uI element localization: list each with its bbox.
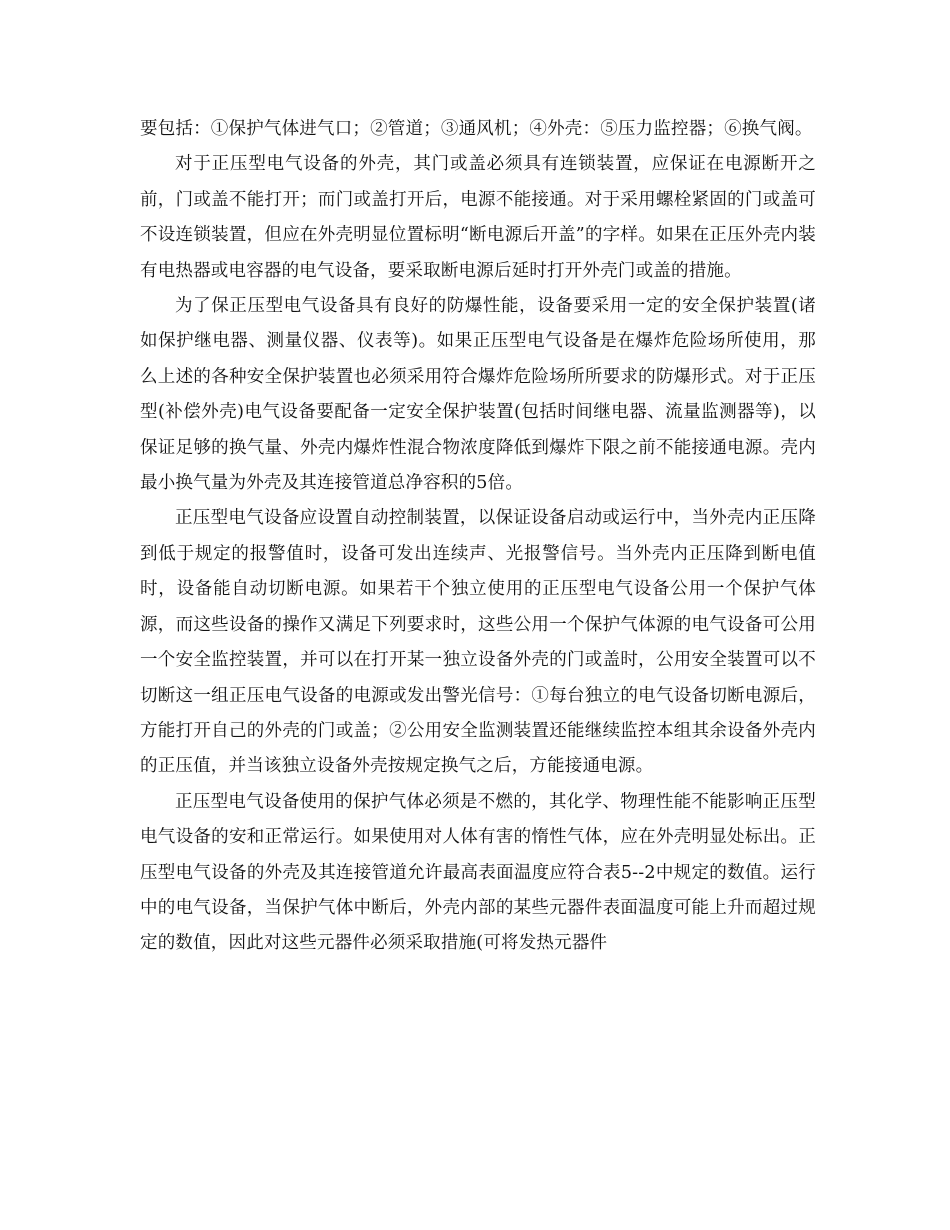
paragraph-safety-protection: 为了保正压型电气设备具有良好的防爆性能，设备要采用一定的安全保护装置(诸如保护继电器、测量仪器、仪表等)。如果正压型电气设备是在爆炸危险场所使用，那么上述的各种安全保护装置也必须采用符合爆炸危险场所所要求的防爆形式。对于正压型(补偿外壳)电气设备要配备一定安全保护装置(包括时间继电器、流量监测器等)，以保证足够的换气量、外壳内爆炸性混合物浓度降低到爆炸下限之前不能接通电源。壳内最小换气量为外壳及其连接管道总净容积的5倍。 — [140, 296, 816, 494]
paragraph-protective-gas: 正压型电气设备使用的保护气体必须是不燃的，其化学、物理性能不能影响正压型电气设备的安和正常运行。如果使用对人体有害的惰性气体，应在外壳明显处标出。正压型电气设备的外壳及其连接管道允许最高表面温度应符合表5--2中规定的数值。运行中的电气设备，当保护气体中断后，外壳内部的某些元器件表面温度可能上升而超过规定的数值，因此对这些元器件必须采取措施(可将发热元器件 — [140, 791, 816, 954]
paragraph-enclosure-interlock: 对于正压型电气设备的外壳，其门或盖必须具有连锁装置，应保证在电源断开之前，门或盖不能打开；而门或盖打开后，电源不能接通。对于采用螺栓紧固的门或盖可不设连锁装置，但应在外壳明显位置标明“断电源后开盖”的字样。如果在正压外壳内装有电热器或电容器的电气设备，要采取断电源后延时打开外壳门或盖的措施。 — [140, 154, 816, 281]
paragraph-continuation: 要包括：①保护气体进气口；②管道；③通风机；④外壳：⑤压力监控器；⑥换气阀。 — [140, 119, 813, 139]
paragraph-automatic-control: 正压型电气设备应设置自动控制装置，以保证设备启动或运行中，当外壳内正压降到低于规定的报警值时，设备可发出连续声、光报警信号。当外壳内正压降到断电值时，设备能自动切断电源。如果若干个独立使用的正压型电气设备公用一个保护气体源，而这些设备的操作又满足下列要求时，这些公用一个保护气体源的电气设备可公用一个安全监控装置，并可以在打开某一独立设备外壳的门或盖时，公用安全装置可以不切断这一组正压电气设备的电源或发出警光信号：①每台独立的电气设备切断电源后，方能打开自己的外壳的门或盖；②公用安全监测装置还能继续监控本组其余设备外壳内的正压值，并当该独立设备外壳按规定换气之后，方能接通电源。 — [140, 508, 816, 777]
document-body — [140, 112, 816, 962]
